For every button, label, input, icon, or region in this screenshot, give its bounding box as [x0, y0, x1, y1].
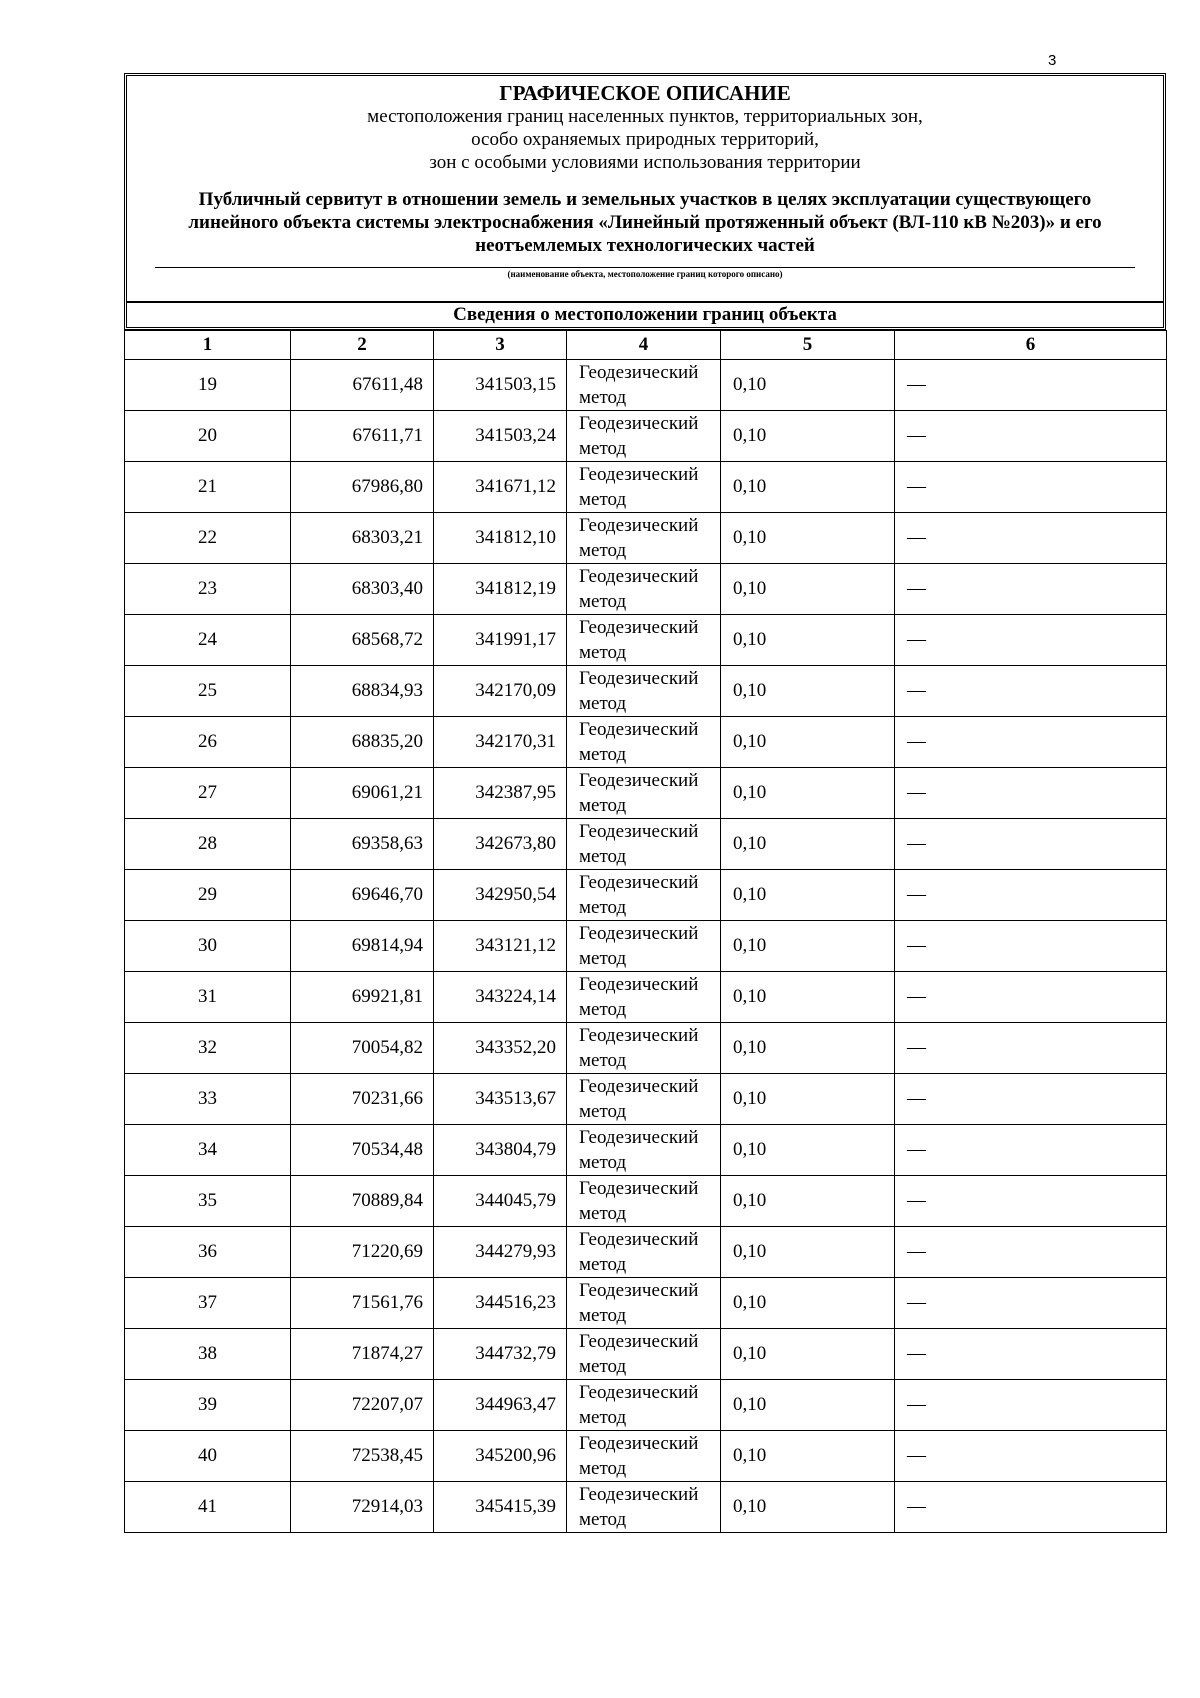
- table-row: [125, 768, 1167, 819]
- table-cell: 0,10: [721, 411, 895, 462]
- table-row: [125, 411, 1167, 462]
- table-cell: 0,10: [721, 819, 895, 870]
- table-row: [125, 1074, 1167, 1125]
- table-cell: 0,10: [721, 360, 895, 411]
- table-cell: —: [895, 1074, 1167, 1125]
- object-name: Публичный сервитут в отношении земель и земельных участков в целях эксплуатации существующего линейного объекта системы электроснабжения «Линейный протяженный объект (ВЛ-110 кВ №203)» и его неотъемлемых технологических частей: [188, 189, 1102, 256]
- table-cell: 30: [125, 921, 291, 972]
- table-cell: Геодезический метод: [567, 768, 721, 819]
- table-cell: 342673,80: [434, 819, 567, 870]
- table-cell: 344516,23: [434, 1278, 567, 1329]
- column-header: 5: [721, 331, 895, 360]
- table-row: [125, 1329, 1167, 1380]
- subtitle-line: зон с особыми условиями использования территории: [429, 152, 861, 173]
- table-cell: 26: [125, 717, 291, 768]
- table-cell: —: [895, 666, 1167, 717]
- subtitle-line: местоположения границ населенных пунктов, территориальных зон,: [367, 106, 923, 127]
- column-header: 4: [567, 331, 721, 360]
- table-cell: Геодезический метод: [567, 1329, 721, 1380]
- table-cell: 0,10: [721, 462, 895, 513]
- table-header-row: [125, 331, 1167, 360]
- table-cell: 0,10: [721, 1227, 895, 1278]
- table-cell: 0,10: [721, 1023, 895, 1074]
- table-cell: Геодезический метод: [567, 1074, 721, 1125]
- table-cell: 0,10: [721, 717, 895, 768]
- table-cell: 0,10: [721, 513, 895, 564]
- table-cell: 33: [125, 1074, 291, 1125]
- table-cell: 20: [125, 411, 291, 462]
- table-cell: —: [895, 768, 1167, 819]
- table-cell: 341812,19: [434, 564, 567, 615]
- table-cell: Геодезический метод: [567, 513, 721, 564]
- table-row: [125, 717, 1167, 768]
- table-cell: 36: [125, 1227, 291, 1278]
- table-cell: 67986,80: [291, 462, 434, 513]
- table-cell: Геодезический метод: [567, 666, 721, 717]
- table-cell: 0,10: [721, 921, 895, 972]
- table-cell: 344732,79: [434, 1329, 567, 1380]
- table-row: [125, 1380, 1167, 1431]
- table-cell: 342170,09: [434, 666, 567, 717]
- table-cell: —: [895, 921, 1167, 972]
- table-cell: Геодезический метод: [567, 1227, 721, 1278]
- table-row: [125, 1431, 1167, 1482]
- table-row: [125, 513, 1167, 564]
- table-row: [125, 819, 1167, 870]
- table-cell: —: [895, 1431, 1167, 1482]
- table-cell: 41: [125, 1482, 291, 1533]
- table-row: [125, 870, 1167, 921]
- column-header: 1: [125, 331, 291, 360]
- table-cell: 37: [125, 1278, 291, 1329]
- table-cell: Геодезический метод: [567, 1482, 721, 1533]
- table-row: [125, 360, 1167, 411]
- table-row: [125, 921, 1167, 972]
- column-header: 2: [291, 331, 434, 360]
- table-row: [125, 972, 1167, 1023]
- table-cell: 34: [125, 1125, 291, 1176]
- table-cell: 343352,20: [434, 1023, 567, 1074]
- table-cell: 69061,21: [291, 768, 434, 819]
- table-row: [125, 1227, 1167, 1278]
- table-cell: —: [895, 870, 1167, 921]
- table-cell: 344963,47: [434, 1380, 567, 1431]
- table-row: [125, 1125, 1167, 1176]
- table-cell: Геодезический метод: [567, 1125, 721, 1176]
- table-cell: 68834,93: [291, 666, 434, 717]
- table-cell: 70231,66: [291, 1074, 434, 1125]
- table-cell: 32: [125, 1023, 291, 1074]
- table-cell: 345200,96: [434, 1431, 567, 1482]
- table-cell: 70534,48: [291, 1125, 434, 1176]
- table-cell: 342387,95: [434, 768, 567, 819]
- table-cell: Геодезический метод: [567, 870, 721, 921]
- table-cell: Геодезический метод: [567, 462, 721, 513]
- table-cell: 72914,03: [291, 1482, 434, 1533]
- table-cell: 28: [125, 819, 291, 870]
- table-cell: 23: [125, 564, 291, 615]
- table-cell: 341671,12: [434, 462, 567, 513]
- table-row: [125, 1023, 1167, 1074]
- table-row: [125, 666, 1167, 717]
- table-cell: 0,10: [721, 972, 895, 1023]
- table-cell: —: [895, 1176, 1167, 1227]
- table-cell: —: [895, 717, 1167, 768]
- table-cell: 29: [125, 870, 291, 921]
- table-cell: 70054,82: [291, 1023, 434, 1074]
- table-cell: 344279,93: [434, 1227, 567, 1278]
- table-cell: 0,10: [721, 1380, 895, 1431]
- object-name-underline: [155, 267, 1135, 268]
- table-cell: Геодезический метод: [567, 717, 721, 768]
- table-cell: Геодезический метод: [567, 921, 721, 972]
- coordinates-table: [124, 330, 1167, 1533]
- table-cell: —: [895, 972, 1167, 1023]
- table-cell: 0,10: [721, 1125, 895, 1176]
- table-row: [125, 1176, 1167, 1227]
- table-cell: 24: [125, 615, 291, 666]
- table-cell: 0,10: [721, 1482, 895, 1533]
- section-title: Сведения о местоположении границ объекта: [453, 304, 837, 325]
- table-row: [125, 1482, 1167, 1533]
- table-row: [125, 564, 1167, 615]
- table-cell: —: [895, 819, 1167, 870]
- table-cell: 71874,27: [291, 1329, 434, 1380]
- table-cell: 344045,79: [434, 1176, 567, 1227]
- table-cell: 69358,63: [291, 819, 434, 870]
- table-cell: —: [895, 615, 1167, 666]
- table-cell: 0,10: [721, 666, 895, 717]
- subtitle-line: особо охраняемых природных территорий,: [471, 129, 819, 150]
- table-row: [125, 1278, 1167, 1329]
- table-cell: Геодезический метод: [567, 1380, 721, 1431]
- table-cell: Геодезический метод: [567, 1176, 721, 1227]
- table-cell: 0,10: [721, 870, 895, 921]
- table-cell: 0,10: [721, 1329, 895, 1380]
- table-cell: 71561,76: [291, 1278, 434, 1329]
- table-row: [125, 615, 1167, 666]
- table-cell: Геодезический метод: [567, 1431, 721, 1482]
- table-cell: —: [895, 1329, 1167, 1380]
- table-cell: —: [895, 360, 1167, 411]
- column-header: 3: [434, 331, 567, 360]
- column-header: 6: [895, 331, 1167, 360]
- table-cell: —: [895, 1227, 1167, 1278]
- table-cell: 341812,10: [434, 513, 567, 564]
- table-cell: Геодезический метод: [567, 360, 721, 411]
- table-cell: 21: [125, 462, 291, 513]
- table-cell: Геодезический метод: [567, 819, 721, 870]
- table-cell: 0,10: [721, 1074, 895, 1125]
- table-cell: 343804,79: [434, 1125, 567, 1176]
- table-cell: 31: [125, 972, 291, 1023]
- page-number: 3: [1048, 52, 1057, 69]
- object-caption: (наименование объекта, местоположение границ которого описано): [507, 269, 783, 279]
- table-cell: 341503,15: [434, 360, 567, 411]
- table-cell: 67611,71: [291, 411, 434, 462]
- table-body: [125, 360, 1167, 1533]
- table-cell: —: [895, 411, 1167, 462]
- table-cell: 343121,12: [434, 921, 567, 972]
- table-cell: 0,10: [721, 564, 895, 615]
- table-cell: 38: [125, 1329, 291, 1380]
- table-cell: 67611,48: [291, 360, 434, 411]
- table-cell: 68568,72: [291, 615, 434, 666]
- table-cell: Геодезический метод: [567, 411, 721, 462]
- section-divider: [127, 301, 1163, 303]
- table-cell: 70889,84: [291, 1176, 434, 1227]
- table-cell: Геодезический метод: [567, 564, 721, 615]
- document-title: ГРАФИЧЕСКОЕ ОПИСАНИЕ: [499, 81, 791, 105]
- table-cell: —: [895, 1125, 1167, 1176]
- table-cell: 69646,70: [291, 870, 434, 921]
- table-cell: 342170,31: [434, 717, 567, 768]
- table-row: [125, 462, 1167, 513]
- table-cell: Геодезический метод: [567, 1023, 721, 1074]
- table-cell: 40: [125, 1431, 291, 1482]
- table-cell: —: [895, 1380, 1167, 1431]
- table-cell: 72207,07: [291, 1380, 434, 1431]
- table-cell: Геодезический метод: [567, 1278, 721, 1329]
- table-cell: 35: [125, 1176, 291, 1227]
- table-cell: 25: [125, 666, 291, 717]
- table-cell: —: [895, 513, 1167, 564]
- table-cell: —: [895, 1482, 1167, 1533]
- table-cell: 0,10: [721, 615, 895, 666]
- table-cell: 0,10: [721, 768, 895, 819]
- table-cell: —: [895, 462, 1167, 513]
- table-cell: 22: [125, 513, 291, 564]
- table-cell: 69921,81: [291, 972, 434, 1023]
- table-cell: 71220,69: [291, 1227, 434, 1278]
- document-header: [124, 73, 1166, 330]
- table-cell: 39: [125, 1380, 291, 1431]
- table-cell: 342950,54: [434, 870, 567, 921]
- table-cell: —: [895, 564, 1167, 615]
- table-cell: 343513,67: [434, 1074, 567, 1125]
- table-cell: 68303,21: [291, 513, 434, 564]
- table-cell: 345415,39: [434, 1482, 567, 1533]
- table-cell: —: [895, 1023, 1167, 1074]
- table-cell: Геодезический метод: [567, 615, 721, 666]
- table-cell: 68303,40: [291, 564, 434, 615]
- table-cell: 343224,14: [434, 972, 567, 1023]
- table-cell: 68835,20: [291, 717, 434, 768]
- table-cell: 0,10: [721, 1278, 895, 1329]
- table-cell: —: [895, 1278, 1167, 1329]
- table-cell: 69814,94: [291, 921, 434, 972]
- table-cell: 19: [125, 360, 291, 411]
- table-cell: 341503,24: [434, 411, 567, 462]
- table-cell: 0,10: [721, 1176, 895, 1227]
- table-cell: 341991,17: [434, 615, 567, 666]
- table-cell: 27: [125, 768, 291, 819]
- table-cell: 0,10: [721, 1431, 895, 1482]
- table-cell: 72538,45: [291, 1431, 434, 1482]
- table-cell: Геодезический метод: [567, 972, 721, 1023]
